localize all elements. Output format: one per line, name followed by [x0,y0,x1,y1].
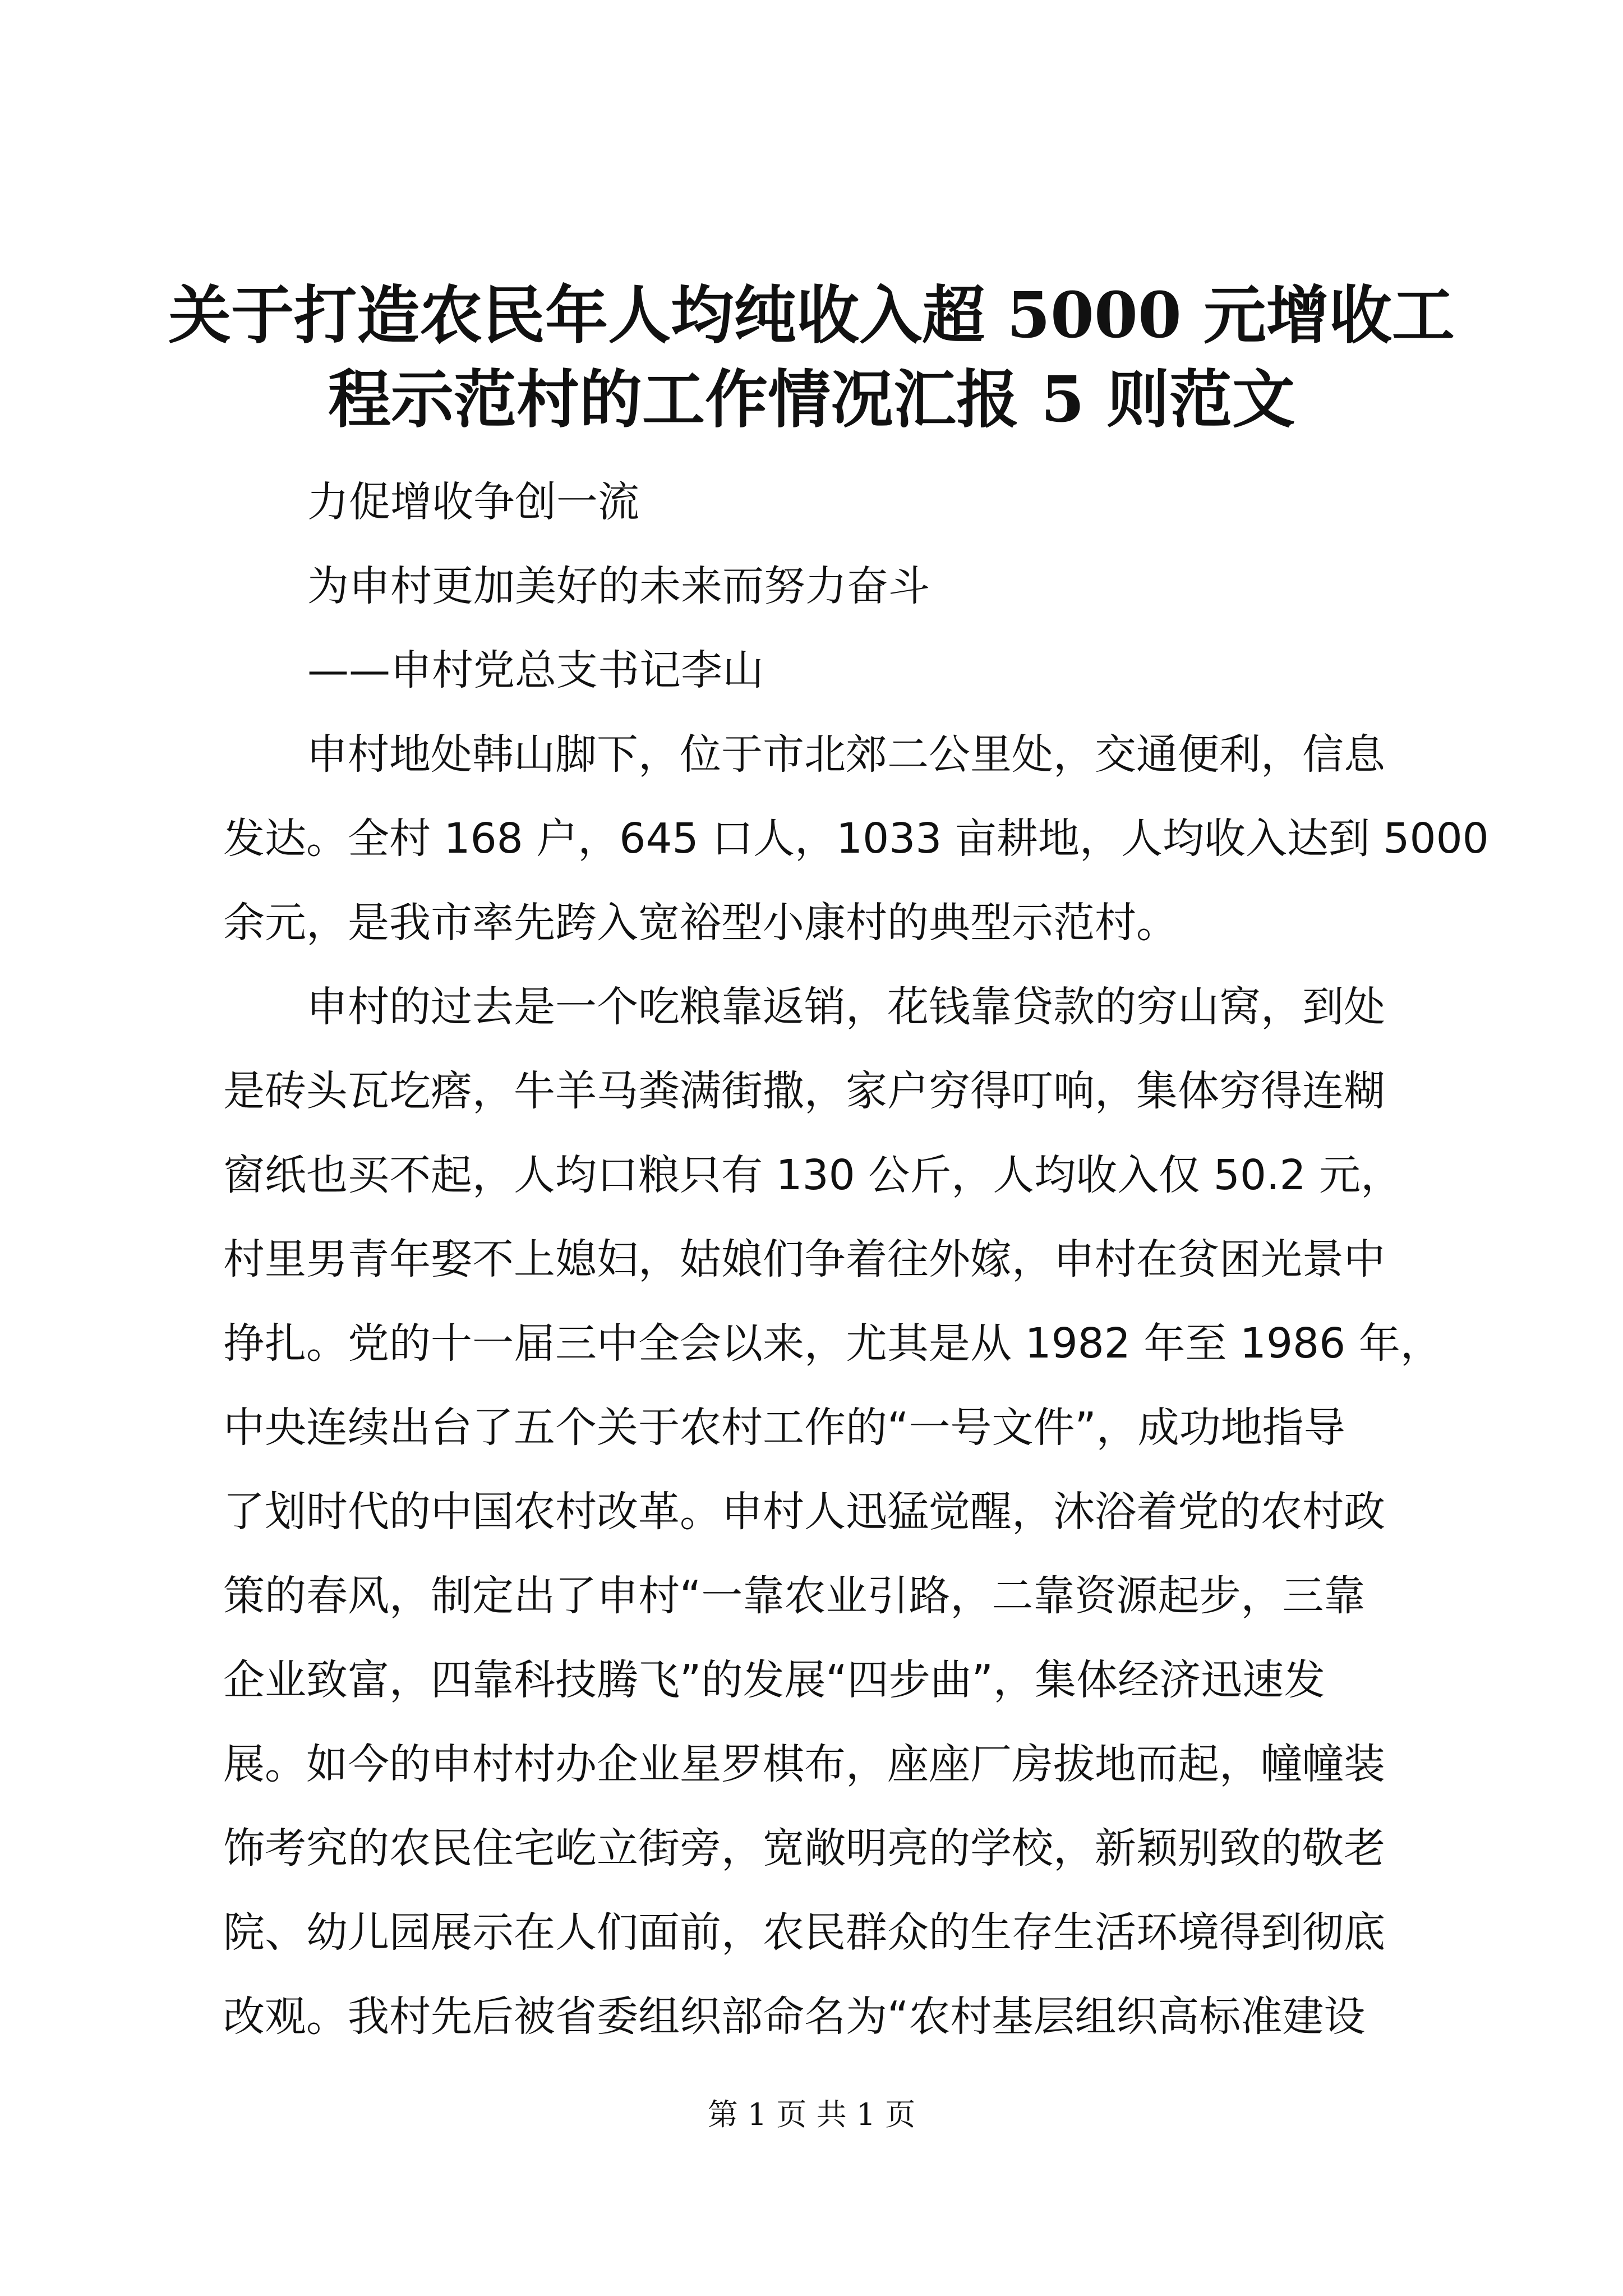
subtitle-slogan: 力促增收争创一流 [307,478,639,526]
paragraph-line: 申村地处韩山脚下，位于市北郊二公里处，交通便利，信息 [223,730,1385,779]
paragraph-line: 中央连续出台了五个关于农村工作的“一号文件”，成功地指导 [223,1404,1345,1452]
document-title [168,274,1455,442]
title-line: 关于打造农民年人均纯收入超 5000 元增收工 [168,279,1455,352]
title-line: 程示范村的工作情况汇报 5 则范文 [328,363,1295,436]
paragraph-line: 了划时代的中国农村改革。申村人迅猛觉醒，沐浴着党的农村政 [223,1488,1385,1536]
author-line: ——申村党总支书记李山 [307,646,764,694]
paragraph-line: 发达。全村 168 户，645 口人，1033 亩耕地，人均收入达到 5000 [223,815,1489,863]
paragraph-line: 企业致富，四靠科技腾飞”的发展“四步曲”，集体经济迅速发 [223,1656,1326,1704]
paragraph-line: 余元，是我市率先跨入宽裕型小康村的典型示范村。 [223,899,1178,947]
subtitle-theme: 为申村更加美好的未来而努力奋斗 [307,562,930,610]
paragraph-intro [223,712,1489,965]
page-footer: 第 1 页 共 1 页 [707,2097,916,2132]
paragraph-line: 展。如今的申村村办企业星罗棋布，座座厂房拔地而起，幢幢装 [223,1740,1385,1788]
paragraph-history [223,965,1442,2059]
paragraph-line: 村里男青年娶不上媳妇，姑娘们争着往外嫁，申村在贫困光景中 [223,1235,1385,1283]
paragraph-line: 院、幼儿园展示在人们面前，农民群众的生存生活环境得到彻底 [223,1908,1385,1957]
paragraph-line: 饰考究的农民住宅屹立街旁，宽敞明亮的学校，新颖别致的敬老 [223,1824,1385,1872]
paragraph-line: 是砖头瓦圪瘩，牛羊马粪满街撒，家户穷得叮响，集体穷得连糊 [223,1067,1385,1115]
paragraph-line: 窗纸也买不起，人均口粮只有 130 公斤，人均收入仅 50.2 元， [223,1151,1403,1199]
paragraph-line: 挣扎。党的十一届三中全会以来，尤其是从 1982 年至 1986 年， [223,1319,1442,1368]
paragraph-line: 策的春风，制定出了申村“一靠农业引路，二靠资源起步，三靠 [223,1572,1366,1620]
paragraph-line: 申村的过去是一个吃粮靠返销，花钱靠贷款的穷山窝，到处 [223,983,1385,1031]
paragraph-line: 改观。我村先后被省委组织部命名为“农村基层组织高标准建设 [223,1993,1366,2041]
